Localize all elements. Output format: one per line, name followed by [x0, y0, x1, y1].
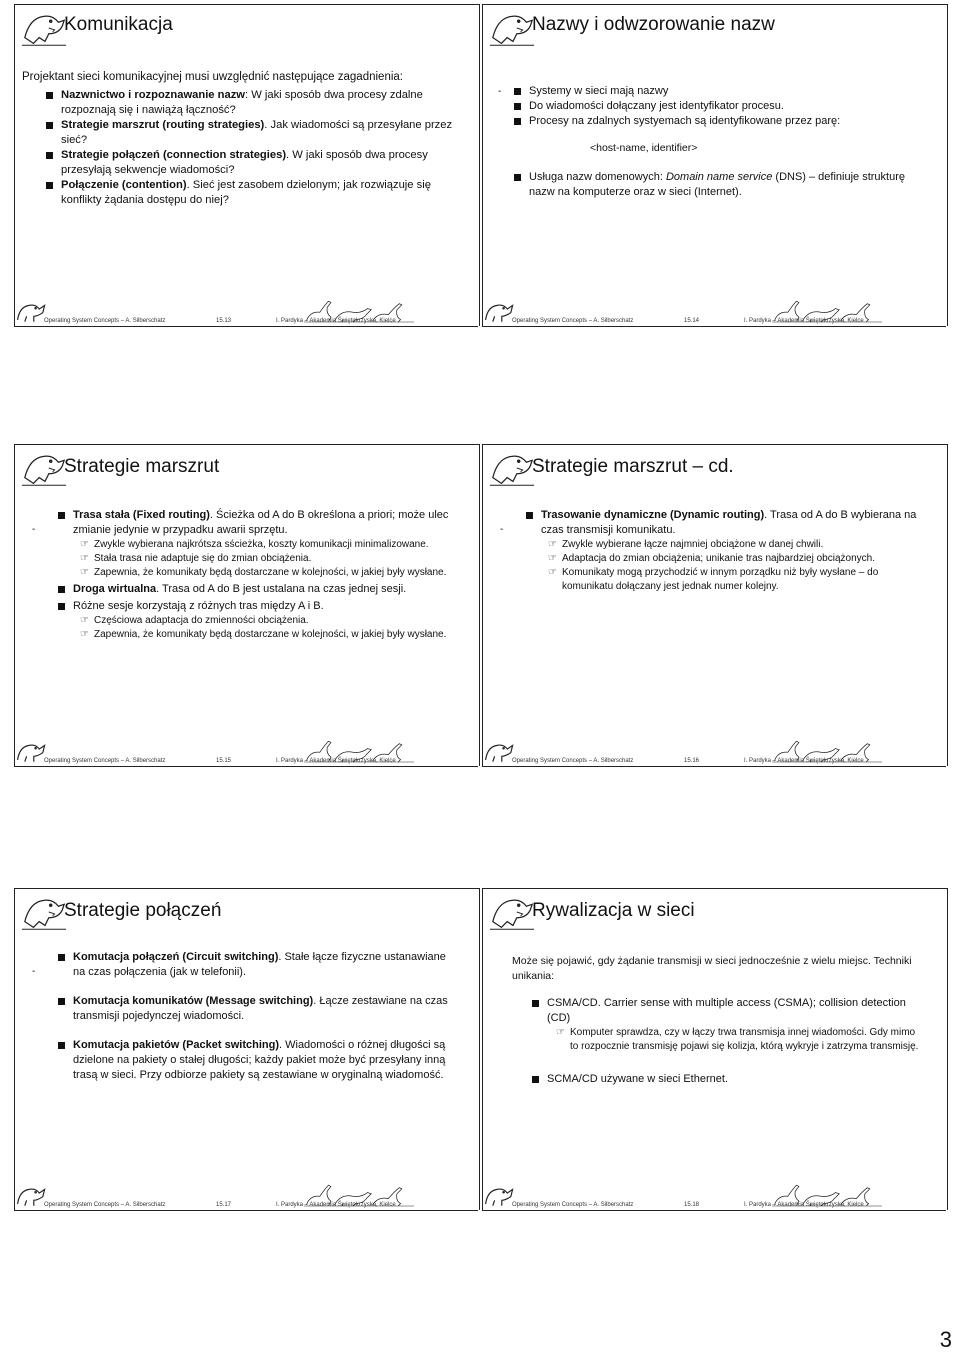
pointing-hand-icon: ☞ — [80, 567, 89, 578]
pointing-hand-icon: ☞ — [80, 553, 89, 564]
list-item: CSMA/CD. Carrier sense with multiple access (CSMA); collision detection (CD) — [532, 996, 924, 1026]
dinosaur-herd-icon — [304, 1180, 414, 1210]
list-item: - Trasa stała (Fixed routing). Ścieżka od A do B określona a priori; może ulec zmianie jedynie w przypadku awarii sprzętu. — [32, 509, 449, 536]
square-bullet-icon — [46, 182, 53, 189]
dinosaur-herd-icon — [772, 296, 882, 326]
slide-15-16 — [482, 444, 948, 766]
list-item: Procesy na zdalnych systyemach są identyfikowane przez parę: — [514, 114, 924, 129]
slide-number: 15.16 — [684, 758, 700, 764]
slide-body — [496, 84, 924, 200]
slide-number: 15.13 — [216, 318, 232, 324]
list-item: - Systemy w sieci mają nazwy — [498, 85, 669, 97]
pointing-hand-icon: ☞ — [80, 629, 89, 640]
footer-source: Operating System Concepts – A. Silberschatz — [44, 758, 166, 764]
dinosaur-herd-icon — [304, 296, 414, 326]
sub-item: ☞ Komputer sprawdza, czy w łączy trwa transmisja innej wiadomości. Gdy mimo to rozpocznie transmisję pojawi się kolizja, którą wykryje i zatrzyma transmisję. — [556, 1027, 919, 1052]
intro-text: Może się pojawić, gdy żądanie transmisji w sieci jednocześnie z wielu miejsc. Techniki unikania: — [512, 955, 912, 982]
square-bullet-icon — [514, 174, 521, 181]
list-item: Nazwnictwo i rozpoznawanie nazw: W jaki sposób dwa procesy zdalne rozpoznają się i nawiążą łączność? — [46, 88, 456, 118]
sub-item: ☞ Zwykle wybierana najkrótsza sścieżka, koszty komunikacji minimalizowane. — [80, 539, 429, 550]
sub-item: ☞ Komunikaty mogą przychodzić w innym porządku niż były wysłane – do komunikatu dołączany jest jednak numer kolejny. — [548, 567, 879, 592]
slide-title: Strategie marszrut – cd. — [532, 456, 734, 477]
page-number: 3 — [939, 1327, 952, 1352]
dinosaur-herd-icon — [772, 1180, 882, 1210]
square-bullet-icon — [532, 1076, 539, 1083]
list-item: Strategie marszrut (routing strategies). Jak wiadomości są przesyłane przez sieć? — [46, 118, 456, 148]
slide-title: Komunikacja — [64, 14, 173, 35]
square-bullet-icon — [58, 586, 65, 593]
slide-15-14 — [482, 4, 948, 326]
footer-author: I. Pardyka – Akademia Świętokrzyska, Kielce — [744, 758, 864, 764]
square-bullet-icon — [46, 122, 53, 129]
slide-body — [22, 70, 456, 208]
sub-item: ☞ Adaptacja do zmian obciążenia; unikanie tras najbardziej obciążonych. — [548, 553, 875, 564]
footer-author: I. Pardyka – Akademia Świętokrzyska, Kielce — [276, 758, 396, 764]
square-bullet-icon — [514, 118, 521, 125]
dinosaur-herd-icon — [772, 736, 882, 766]
footer-author: I. Pardyka – Akademia Świętokrzyska, Kielce — [276, 1202, 396, 1208]
dinosaur-icon — [20, 892, 68, 932]
slide-title: Strategie połączeń — [64, 900, 222, 921]
slide-15-13 — [14, 4, 480, 326]
intro-text: Projektant sieci komunikacyjnej musi uwzględnić następujące zagadnienia: — [22, 71, 403, 83]
host-identifier-pair: <host-name, identifier> — [590, 142, 698, 154]
pointing-hand-icon: ☞ — [548, 539, 557, 550]
square-bullet-icon — [58, 1042, 65, 1049]
list-item: Do wiadomości dołączany jest identyfikator procesu. — [514, 99, 924, 114]
square-bullet-icon — [58, 512, 65, 519]
slide-15-17 — [14, 888, 480, 1210]
slide-frame — [482, 444, 948, 766]
pointing-hand-icon: ☞ — [556, 1027, 565, 1038]
footer-author: I. Pardyka – Akademia Świętokrzyska, Kielce — [744, 318, 864, 324]
dinosaur-icon — [20, 448, 68, 488]
square-bullet-icon — [58, 954, 65, 961]
dinosaur-icon — [488, 892, 536, 932]
list-item: Komutacja pakietów (Packet switching). Wiadomości o różnej długości są dzielone na pakiety o stałej długości; każdy pakiet może być przesyłany inną trasą w sieci. Przy odbiorze pakiety są zestawiane w oryginalną wiadomość. — [58, 1038, 456, 1083]
slide-title: Rywalizacja w sieci — [532, 900, 695, 921]
slide-body — [28, 508, 456, 642]
list-item: - Trasowanie dynamiczne (Dynamic routing). Trasa od A do B wybierana na czas transmisji komunikatu. — [500, 509, 917, 536]
footer-source: Operating System Concepts – A. Silberschatz — [44, 1202, 166, 1208]
slide-number: 15.18 — [684, 1202, 700, 1208]
footer-source: Operating System Concepts – A. Silberschatz — [44, 318, 166, 324]
square-bullet-icon — [514, 88, 521, 95]
list-item: Połączenie (contention). Sieć jest zasobem dzielonym; jak rozwiązuje się konflikty żądania dostępu do niej? — [46, 178, 456, 208]
slide-footer — [14, 736, 478, 767]
pointing-hand-icon: ☞ — [548, 567, 557, 578]
footer-source: Operating System Concepts – A. Silberschatz — [512, 758, 634, 764]
square-bullet-icon — [58, 998, 65, 1005]
footer-source: Operating System Concepts – A. Silberschatz — [512, 318, 634, 324]
dinosaur-icon — [488, 8, 536, 48]
slide-body — [28, 950, 456, 1083]
dinosaur-herd-icon — [304, 736, 414, 766]
slide-body — [496, 954, 924, 1087]
pointing-hand-icon: ☞ — [80, 539, 89, 550]
square-bullet-icon — [532, 1000, 539, 1007]
slide-number: 15.14 — [684, 318, 700, 324]
slide-footer — [482, 736, 946, 767]
list-item: Komutacja komunikatów (Message switching). Łącze zestawiane na czas transmisji pojedynczej wiadomości. — [58, 994, 456, 1024]
slide-number: 15.15 — [216, 758, 232, 764]
slide-title: Strategie marszrut — [64, 456, 220, 477]
sub-item: ☞ Zapewnia, że komunikaty będą dostarczane w kolejności, w jakiej były wysłane. — [80, 567, 447, 578]
list-item: Droga wirtualna. Trasa od A do B jest ustalana na czas jednej sesji. — [58, 582, 456, 597]
dinosaur-icon — [20, 8, 68, 48]
slide-footer — [14, 296, 478, 327]
slide-footer — [482, 1180, 946, 1211]
slide-body — [496, 508, 924, 594]
list-item: Różne sesje korzystają z różnych tras między A i B. — [58, 599, 456, 614]
square-bullet-icon — [46, 152, 53, 159]
slide-title: Nazwy i odwzorowanie nazw — [532, 14, 775, 35]
pointing-hand-icon: ☞ — [548, 553, 557, 564]
square-bullet-icon — [514, 103, 521, 110]
slide-footer — [482, 296, 946, 327]
sub-item: ☞ Zapewnia, że komunikaty będą dostarczane w kolejności, w jakiej były wysłane. — [80, 629, 447, 640]
sub-item: ☞ Częściowa adaptacja do zmienności obciążenia. — [80, 615, 309, 626]
footer-author: I. Pardyka – Akademia Świętokrzyska, Kielce — [744, 1202, 864, 1208]
list-item: Usługa nazw domenowych: Domain name service (DNS) – definiuje strukturę nazw na komputerze oraz w sieci (Internet). — [514, 170, 924, 200]
slide-15-18 — [482, 888, 948, 1210]
sub-item: ☞ Zwykle wybierane łącze najmniej obciążone w danej chwili. — [548, 539, 824, 550]
list-item: - Komutacja połączeń (Circuit switching). Stałe łącze fizyczne ustanawiane na czas połączenia (jak w telefonii). — [32, 951, 446, 978]
square-bullet-icon — [46, 92, 53, 99]
sub-item: ☞ Stała trasa nie adaptuje się do zmian obciążenia. — [80, 553, 312, 564]
footer-author: I. Pardyka – Akademia Świętokrzyska, Kielce — [276, 318, 396, 324]
list-item: SCMA/CD używane w sieci Ethernet. — [532, 1072, 924, 1087]
slide-footer — [14, 1180, 478, 1211]
square-bullet-icon — [526, 512, 533, 519]
dinosaur-icon — [488, 448, 536, 488]
slide-number: 15.17 — [216, 1202, 232, 1208]
pointing-hand-icon: ☞ — [80, 615, 89, 626]
square-bullet-icon — [58, 603, 65, 610]
slide-15-15 — [14, 444, 480, 766]
list-item: Strategie połączeń (connection strategies). W jaki sposób dwa procesy przesyłają sekwencje wiadomości? — [46, 148, 456, 178]
footer-source: Operating System Concepts – A. Silberschatz — [512, 1202, 634, 1208]
